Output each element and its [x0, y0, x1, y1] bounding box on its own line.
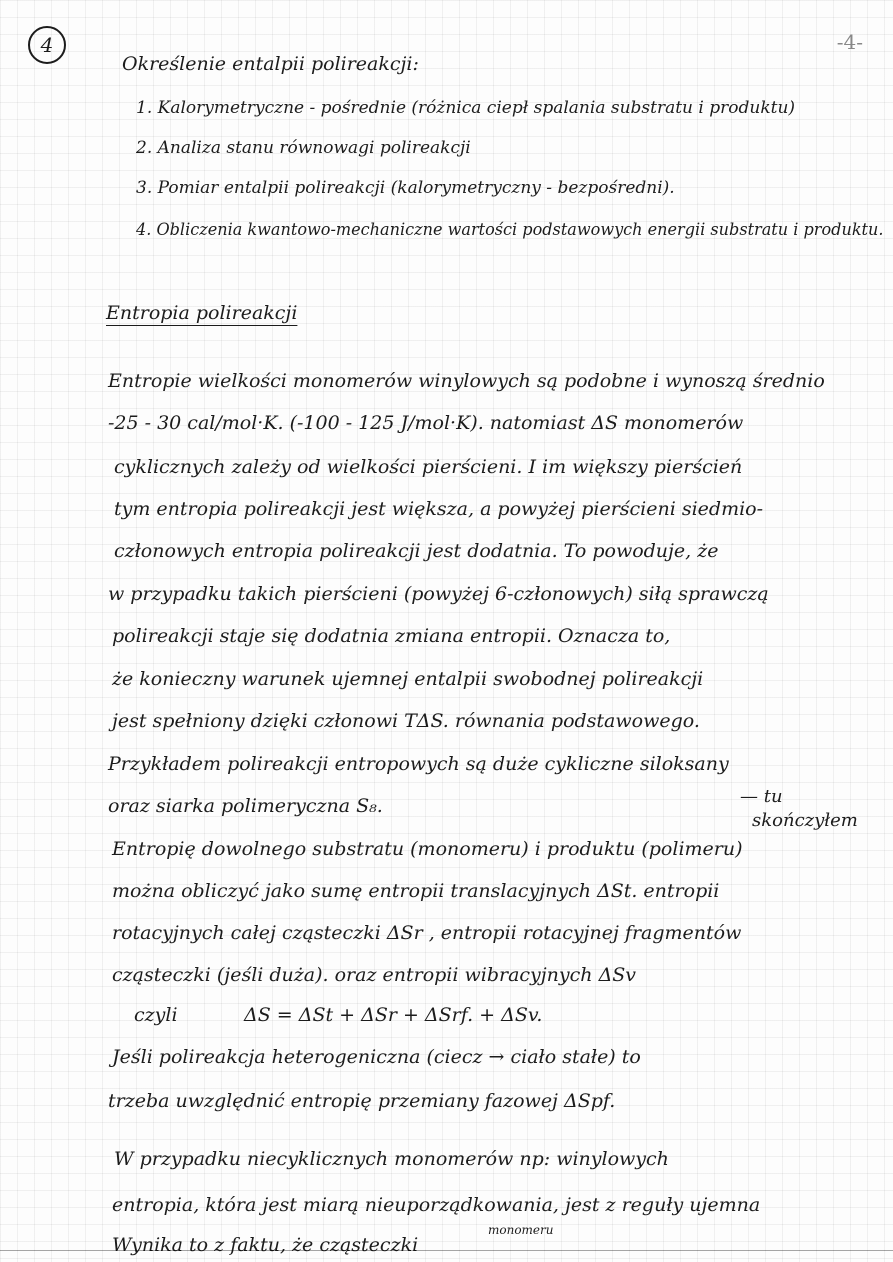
page-number: -4-: [836, 30, 863, 54]
heterogeneous-line: Jeśli polireakcja heterogeniczna (ciecz → ciało stałe) to: [112, 1046, 641, 1068]
methods-title: Określenie entalpii polireakcji:: [122, 53, 419, 75]
entropy-line: tym entropia polireakcji jest większa, a powyżej pierścieni siedmio-: [114, 498, 764, 520]
page-edge: [0, 1250, 893, 1251]
margin-note-bottom: skończyłem: [752, 810, 858, 831]
vinyl-line: W przypadku niecyklicznych monomerów np: winylowych: [114, 1148, 669, 1170]
method-item-3: 3. Pomiar entalpii polireakcji (kalorymetryczny - bezpośredni).: [136, 178, 675, 198]
entropy-heading: Entropia polireakcji: [106, 302, 298, 324]
entropy-line: Entropie wielkości monomerów winylowych są podobne i wynoszą średnio: [108, 370, 825, 392]
formula-prefix: czyli: [134, 1004, 178, 1026]
entropy-line: Przykładem polireakcji entropowych są duże cykliczne siloksany: [108, 753, 729, 775]
method-item-2: 2. Analiza stanu równowagi polireakcji: [136, 138, 471, 158]
entropy-line: cyklicznych zależy od wielkości pierścieni. I im większy pierścień: [114, 456, 743, 478]
entropy-line: w przypadku takich pierścieni (powyżej 6-członowych) siłą sprawczą: [108, 583, 769, 605]
circled-page-number: 4: [28, 26, 66, 64]
components-line: Entropię dowolnego substratu (monomeru) i produktu (polimeru): [112, 838, 743, 860]
heterogeneous-line: trzeba uwzględnić entropię przemiany fazowej ΔSpf.: [108, 1090, 616, 1112]
margin-note-top: — tu: [740, 786, 783, 807]
entropy-formula: ΔS = ΔSt + ΔSr + ΔSrf. + ΔSv.: [244, 1004, 543, 1026]
entropy-line: oraz siarka polimeryczna S₈.: [108, 795, 383, 817]
components-line: można obliczyć jako sumę entropii translacyjnych ΔSt. entropii: [112, 880, 720, 902]
entropy-line: polireakcji staje się dodatnia zmiana entropii. Oznacza to,: [112, 625, 671, 647]
components-line: cząsteczki (jeśli duża). oraz entropii wibracyjnych ΔSv: [112, 964, 637, 986]
entropy-line: -25 - 30 cal/mol·K. (-100 - 125 J/mol·K). natomiast ΔS monomerów: [108, 412, 744, 434]
inserted-word: monomeru: [488, 1223, 554, 1237]
vinyl-cut-line: Wynika to z faktu, że cząsteczki: [112, 1234, 419, 1256]
entropy-line: że konieczny warunek ujemnej entalpii swobodnej polireakcji: [112, 668, 704, 690]
components-line: rotacyjnych całej cząsteczki ΔSr , entropii rotacyjnej fragmentów: [112, 922, 742, 944]
method-item-1: 1. Kalorymetryczne - pośrednie (różnica ciepł spalania substratu i produktu): [136, 98, 796, 118]
vinyl-line: entropia, która jest miarą nieuporządkowania, jest z reguły ujemna: [112, 1194, 761, 1216]
entropy-line: członowych entropia polireakcji jest dodatnia. To powoduje, że: [114, 540, 719, 562]
entropy-line: jest spełniony dzięki członowi TΔS. równania podstawowego.: [112, 710, 700, 732]
method-item-4: 4. Obliczenia kwantowo-mechaniczne wartości podstawowych energii substratu i produktu.: [136, 220, 884, 240]
